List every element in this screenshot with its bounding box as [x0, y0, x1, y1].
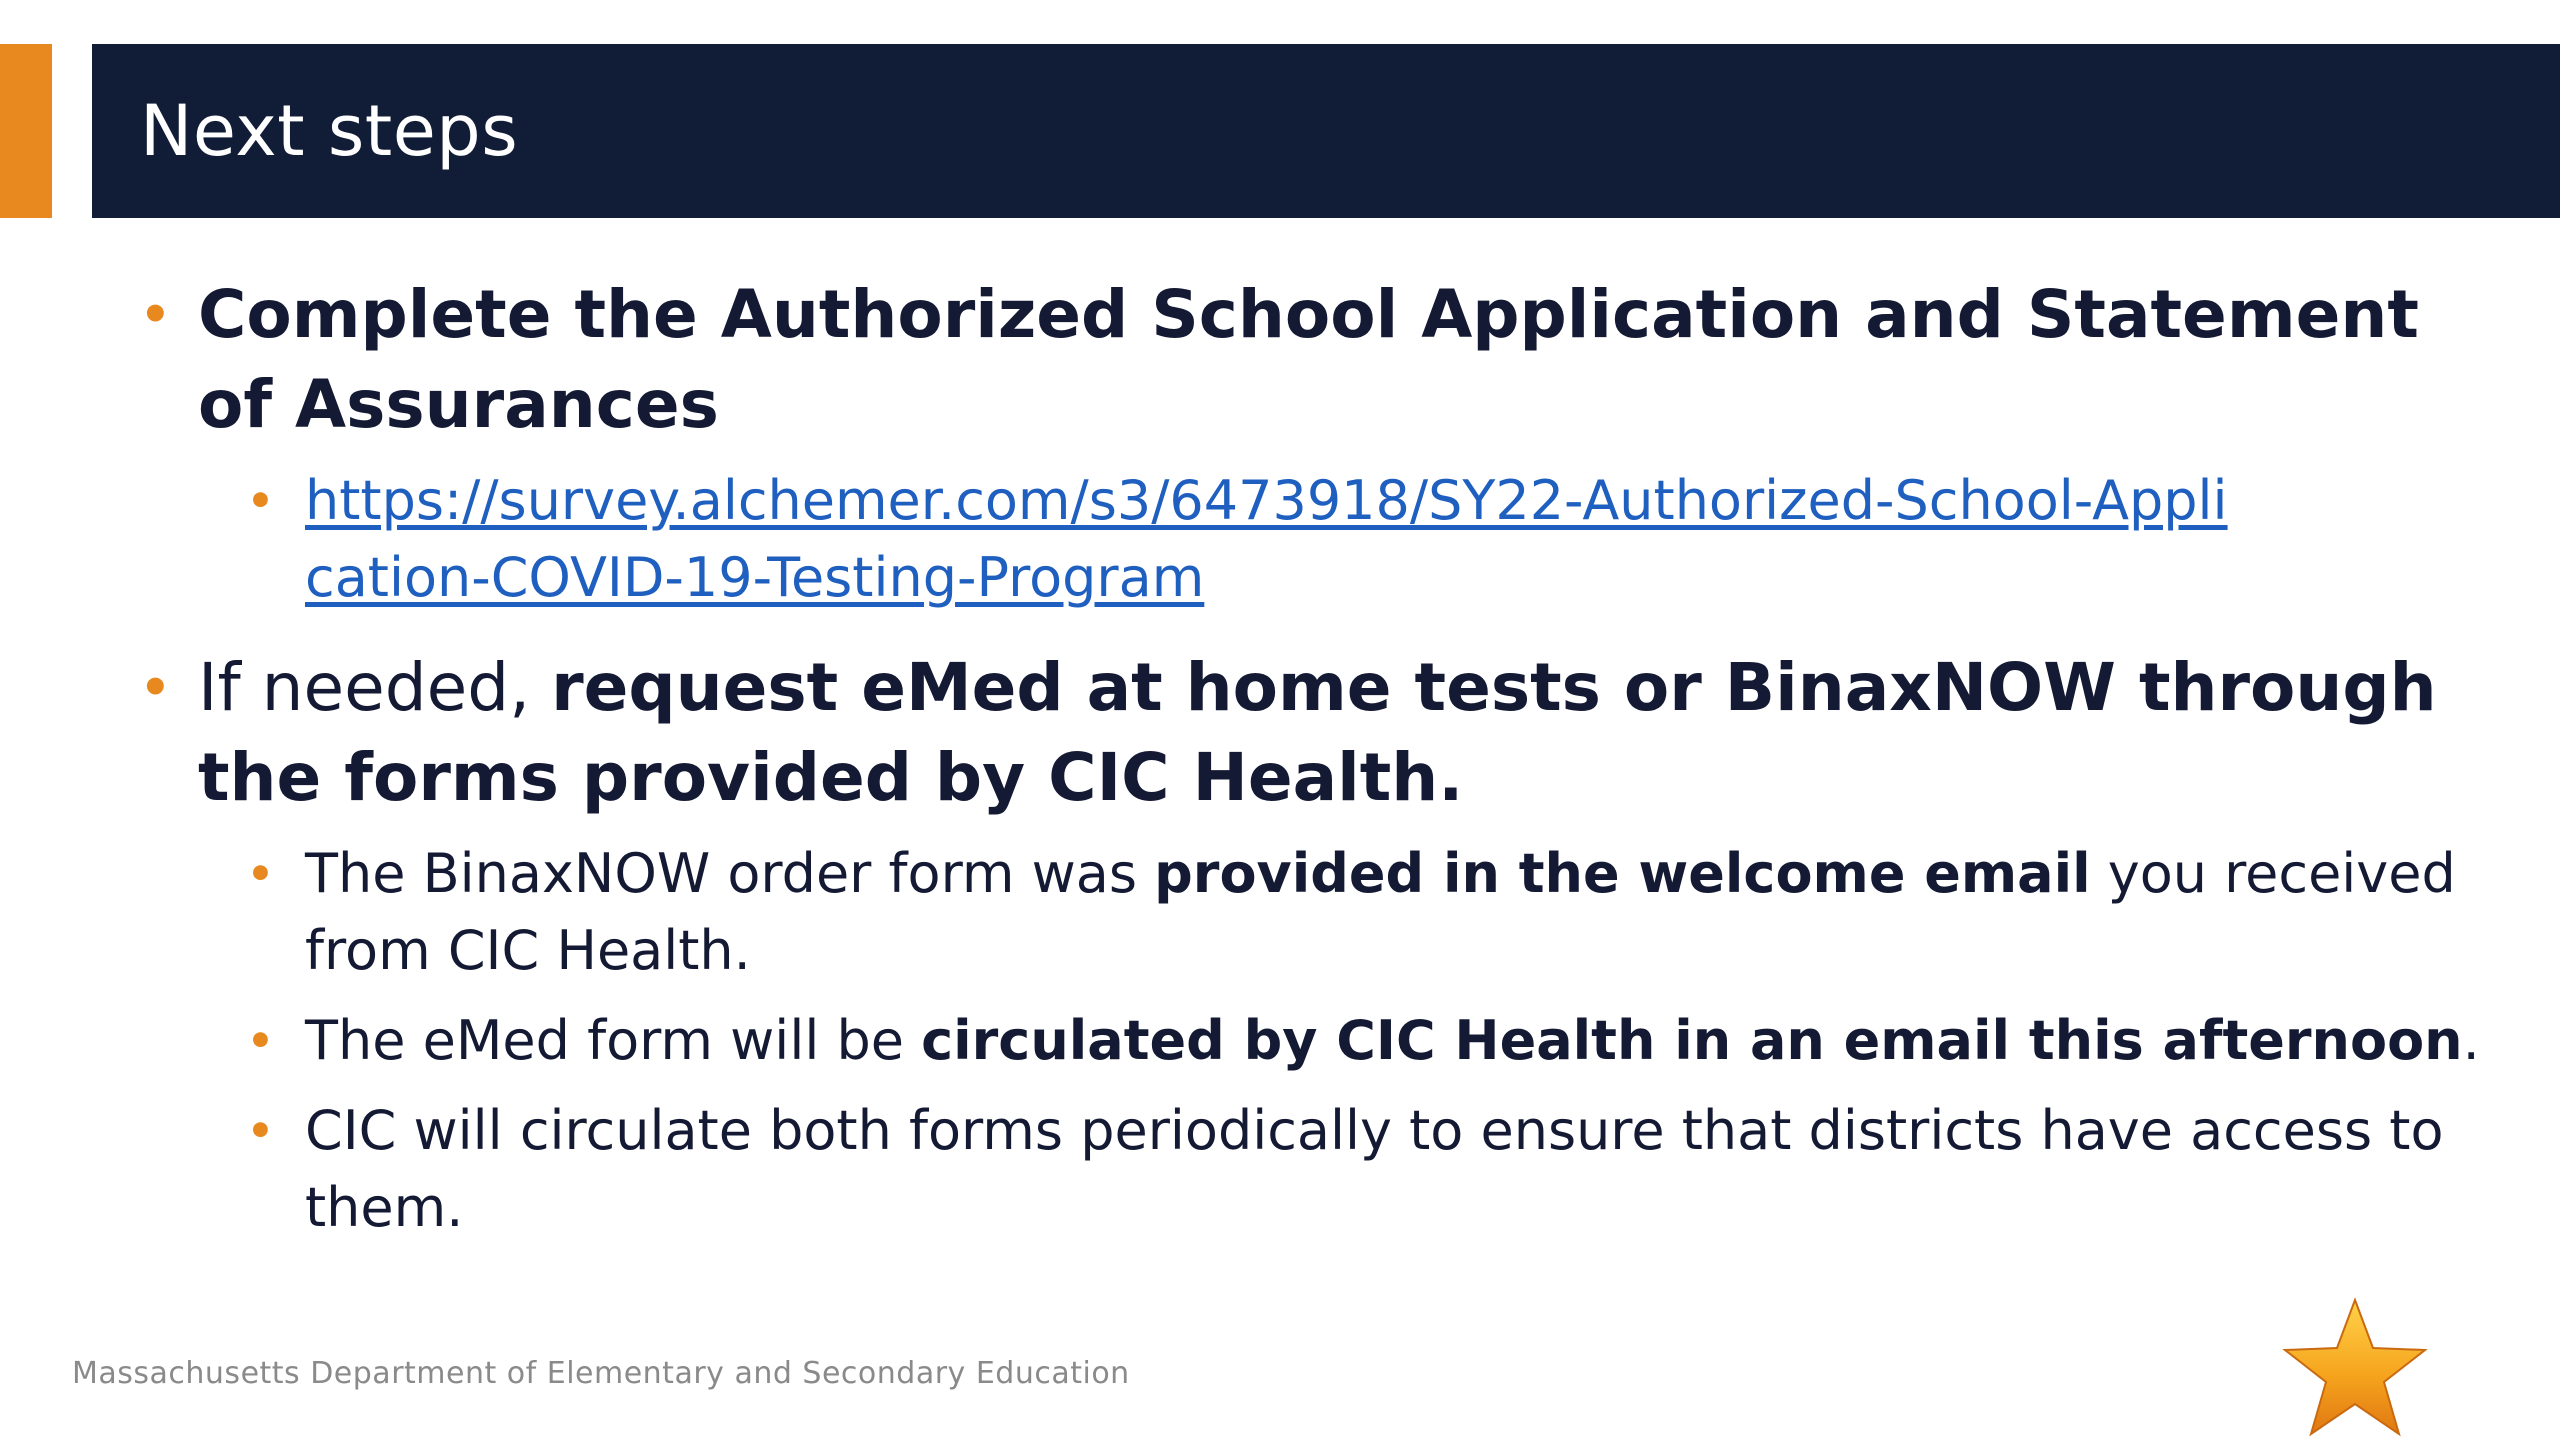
bullet-2-plain: If needed,	[198, 649, 552, 726]
bullet-marker: •	[140, 660, 171, 716]
sub-2-bold: circulated by CIC Health in an email this afternoon	[921, 1009, 2463, 1072]
bullet-1-sub-1	[247, 462, 2255, 616]
sub-1-bold: provided in the welcome email	[1154, 842, 2091, 905]
sub-1-pre: The BinaxNOW order form was	[305, 842, 1155, 905]
sub-3-pre: CIC will circulate both forms periodically to ensure that districts have access to them.	[305, 1099, 2444, 1239]
bullet-2	[140, 643, 2518, 823]
bullet-2-sub-1	[247, 835, 2505, 989]
title-bar	[92, 44, 2560, 218]
bullet-marker: •	[247, 849, 274, 898]
bullet-2-sub-2	[247, 1002, 2505, 1079]
footer-org-name: Massachusetts Department of Elementary and Secondary Education	[72, 1356, 1130, 1391]
sub-1-post: you received from CIC Health.	[305, 842, 2456, 982]
title-accent-bar	[0, 44, 52, 218]
sub-2-post: .	[2462, 1009, 2480, 1072]
application-link[interactable]: https://survey.alchemer.com/s3/6473918/SY22-Authorized-School-Application-COVID-19-Testing-Program	[305, 469, 2228, 609]
slide-title: Next steps	[140, 90, 519, 172]
bullet-marker: •	[247, 476, 274, 525]
bullet-1-text: Complete the Authorized School Application and Statement of Assurances	[198, 276, 2419, 443]
bullet-marker: •	[247, 1016, 274, 1065]
bullet-1	[140, 270, 2478, 450]
bullet-2-bold: request eMed at home tests or BinaxNOW through the forms provided by CIC Health.	[198, 649, 2437, 816]
bullet-2-sub-3	[247, 1092, 2505, 1246]
star-icon	[2280, 1296, 2430, 1440]
bullet-marker: •	[140, 287, 171, 343]
bullet-marker: •	[247, 1106, 274, 1155]
sub-2-pre: The eMed form will be	[305, 1009, 922, 1072]
